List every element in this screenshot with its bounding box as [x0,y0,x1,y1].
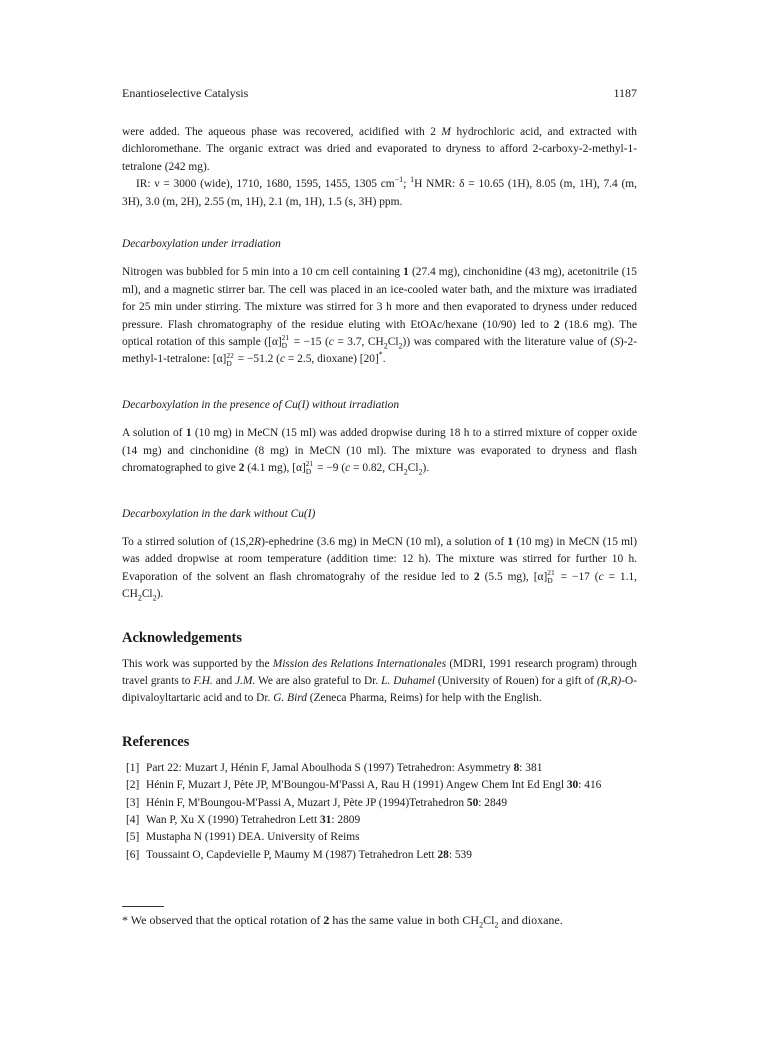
reference-item: [2] Hénin F, Muzart J, Pète JP, M'Boungou-M'Passi A, Rau H (1991) Angew Chem Int Ed Engl 30: 416 [126,779,602,792]
reference-item: [6] Toussaint O, Capdevielle P, Maumy M (1987) Tetrahedron Lett 28: 539 [126,848,472,861]
reference-item: [1] Part 22: Muzart J, Hénin F, Jamal Aboulhoda S (1997) Tetrahedron: Asymmetry 8: 381 [126,761,543,774]
subheading-irradiation: Decarboxylation under irradiation [122,238,281,251]
running-title: Enantioselective Catalysis [122,86,249,100]
paragraph-workup: were added. The aqueous phase was recovered, acidified with 2 M hydrochloric acid, and extracted with dichloromethane. The organic extract was dried and evaporated to dryness to afford 2-carboxy-2-methyl-1-tetralone (242 mg). [122,126,637,173]
page [122,86,637,929]
reference-list [122,760,637,864]
subheading-dark: Decarboxylation in the dark without Cu(I) [122,507,316,520]
heading-acknowledgements: Acknowledgements [122,629,243,646]
heading-references: References [122,733,190,750]
paragraph-dark: To a stirred solution of (1S,2R)-ephedrine (3.6 mg) in MeCN (10 ml), a solution of 1 (10 mg) in MeCN (15 ml) was added dropwise at room temperature (addition time: 12 h). The mixture was stirred for further 10 h. Evaporation of the solvent an flash chromatograhy of the residue led to 2 (5.5 mg), [α] 21 D = −17 (c = 1.1, $CH_2Cl_2$). [122,535,637,603]
reference-item: [4] Wan P, Xu X (1990) Tetrahedron Lett 31: 2809 [126,813,361,826]
running-head [122,86,637,104]
paragraph-acknowledgements: This work was supported by the Mission des Relations Internationales (MDRI, 1991 research program) through travel grants to F.H. and J.M. We are also grateful to Dr. L. Duhamel (University of Rouen) for a gift of (R,R)-O-dipivaloyltartaric acid and to Dr. G. Bird (Zeneca Pharma, Reims) for help with the English. [122,657,637,705]
page-number: 1187 [613,86,637,100]
subheading-cu-no-irradiation: Decarboxylation in the presence of Cu(I) without irradiation [122,398,400,411]
paragraph-cu-no-irradiation: A solution of 1 (10 mg) in MeCN (15 ml) was added dropwise during 18 h to a stirred mixture of copper oxide (14 mg) and cinchonidine (8 mg) in MeCN (10 ml). The mixture was evaporated to dryness and flash chromatographed to give 2 (4.1 mg), [α] 21 D = −9 (c = 0.82, $CH_2Cl_2$). [122,427,638,477]
reference-item: [5] Mustapha N (1991) DEA. University of Reims [126,831,360,844]
paragraph-irradiation: Nitrogen was bubbled for 5 min into a 10 cm cell containing 1 (27.4 mg), cinchonidine (43 mg), acetonitrile (15 ml), and a magnetic stirrer bar. The cell was placed in an ice-cooled water bath, and the mixture was irradiated for 25 min under stirring. The mixture was stirred for 3 h more and then evaporated to dryness under reduced pressure. Flash chromatography of the residue eluting with EtOAc/hexane (10/90) led to 2 (18.6 mg). The optical rotation of this sample ([α] 21 D = −15 (c = 3.7, $CH_2Cl_2$)) was compared with the literature value of (S)-2-methyl-1-tetralone: [α] 22 D = −51.2 (c = 2.5, dioxane) [20]*. [122,266,637,368]
reference-item: [3] Hénin F, M'Boungou-M'Passi A, Muzart J, Pète JP (1994)Tetrahedron 50: 2849 [126,796,508,809]
paragraph-ir-nmr: IR: ν = 3000 (wide), 1710, 1680, 1595, 1455, 1305 $cm^{-1}$; $^1$H NMR: δ = 10.65 (1H), 8.05 (m, 1H), 7.4 (m, 3H), 3.0 (m, 2H), 2.55 (m, 1H), 2.1 (m, 1H), 1.5 (s, 3H) ppm. [122,175,637,208]
footnote: * We observed that the optical rotation of 2 has the same value in both $CH_2Cl_2$ and dioxane. [122,913,563,930]
